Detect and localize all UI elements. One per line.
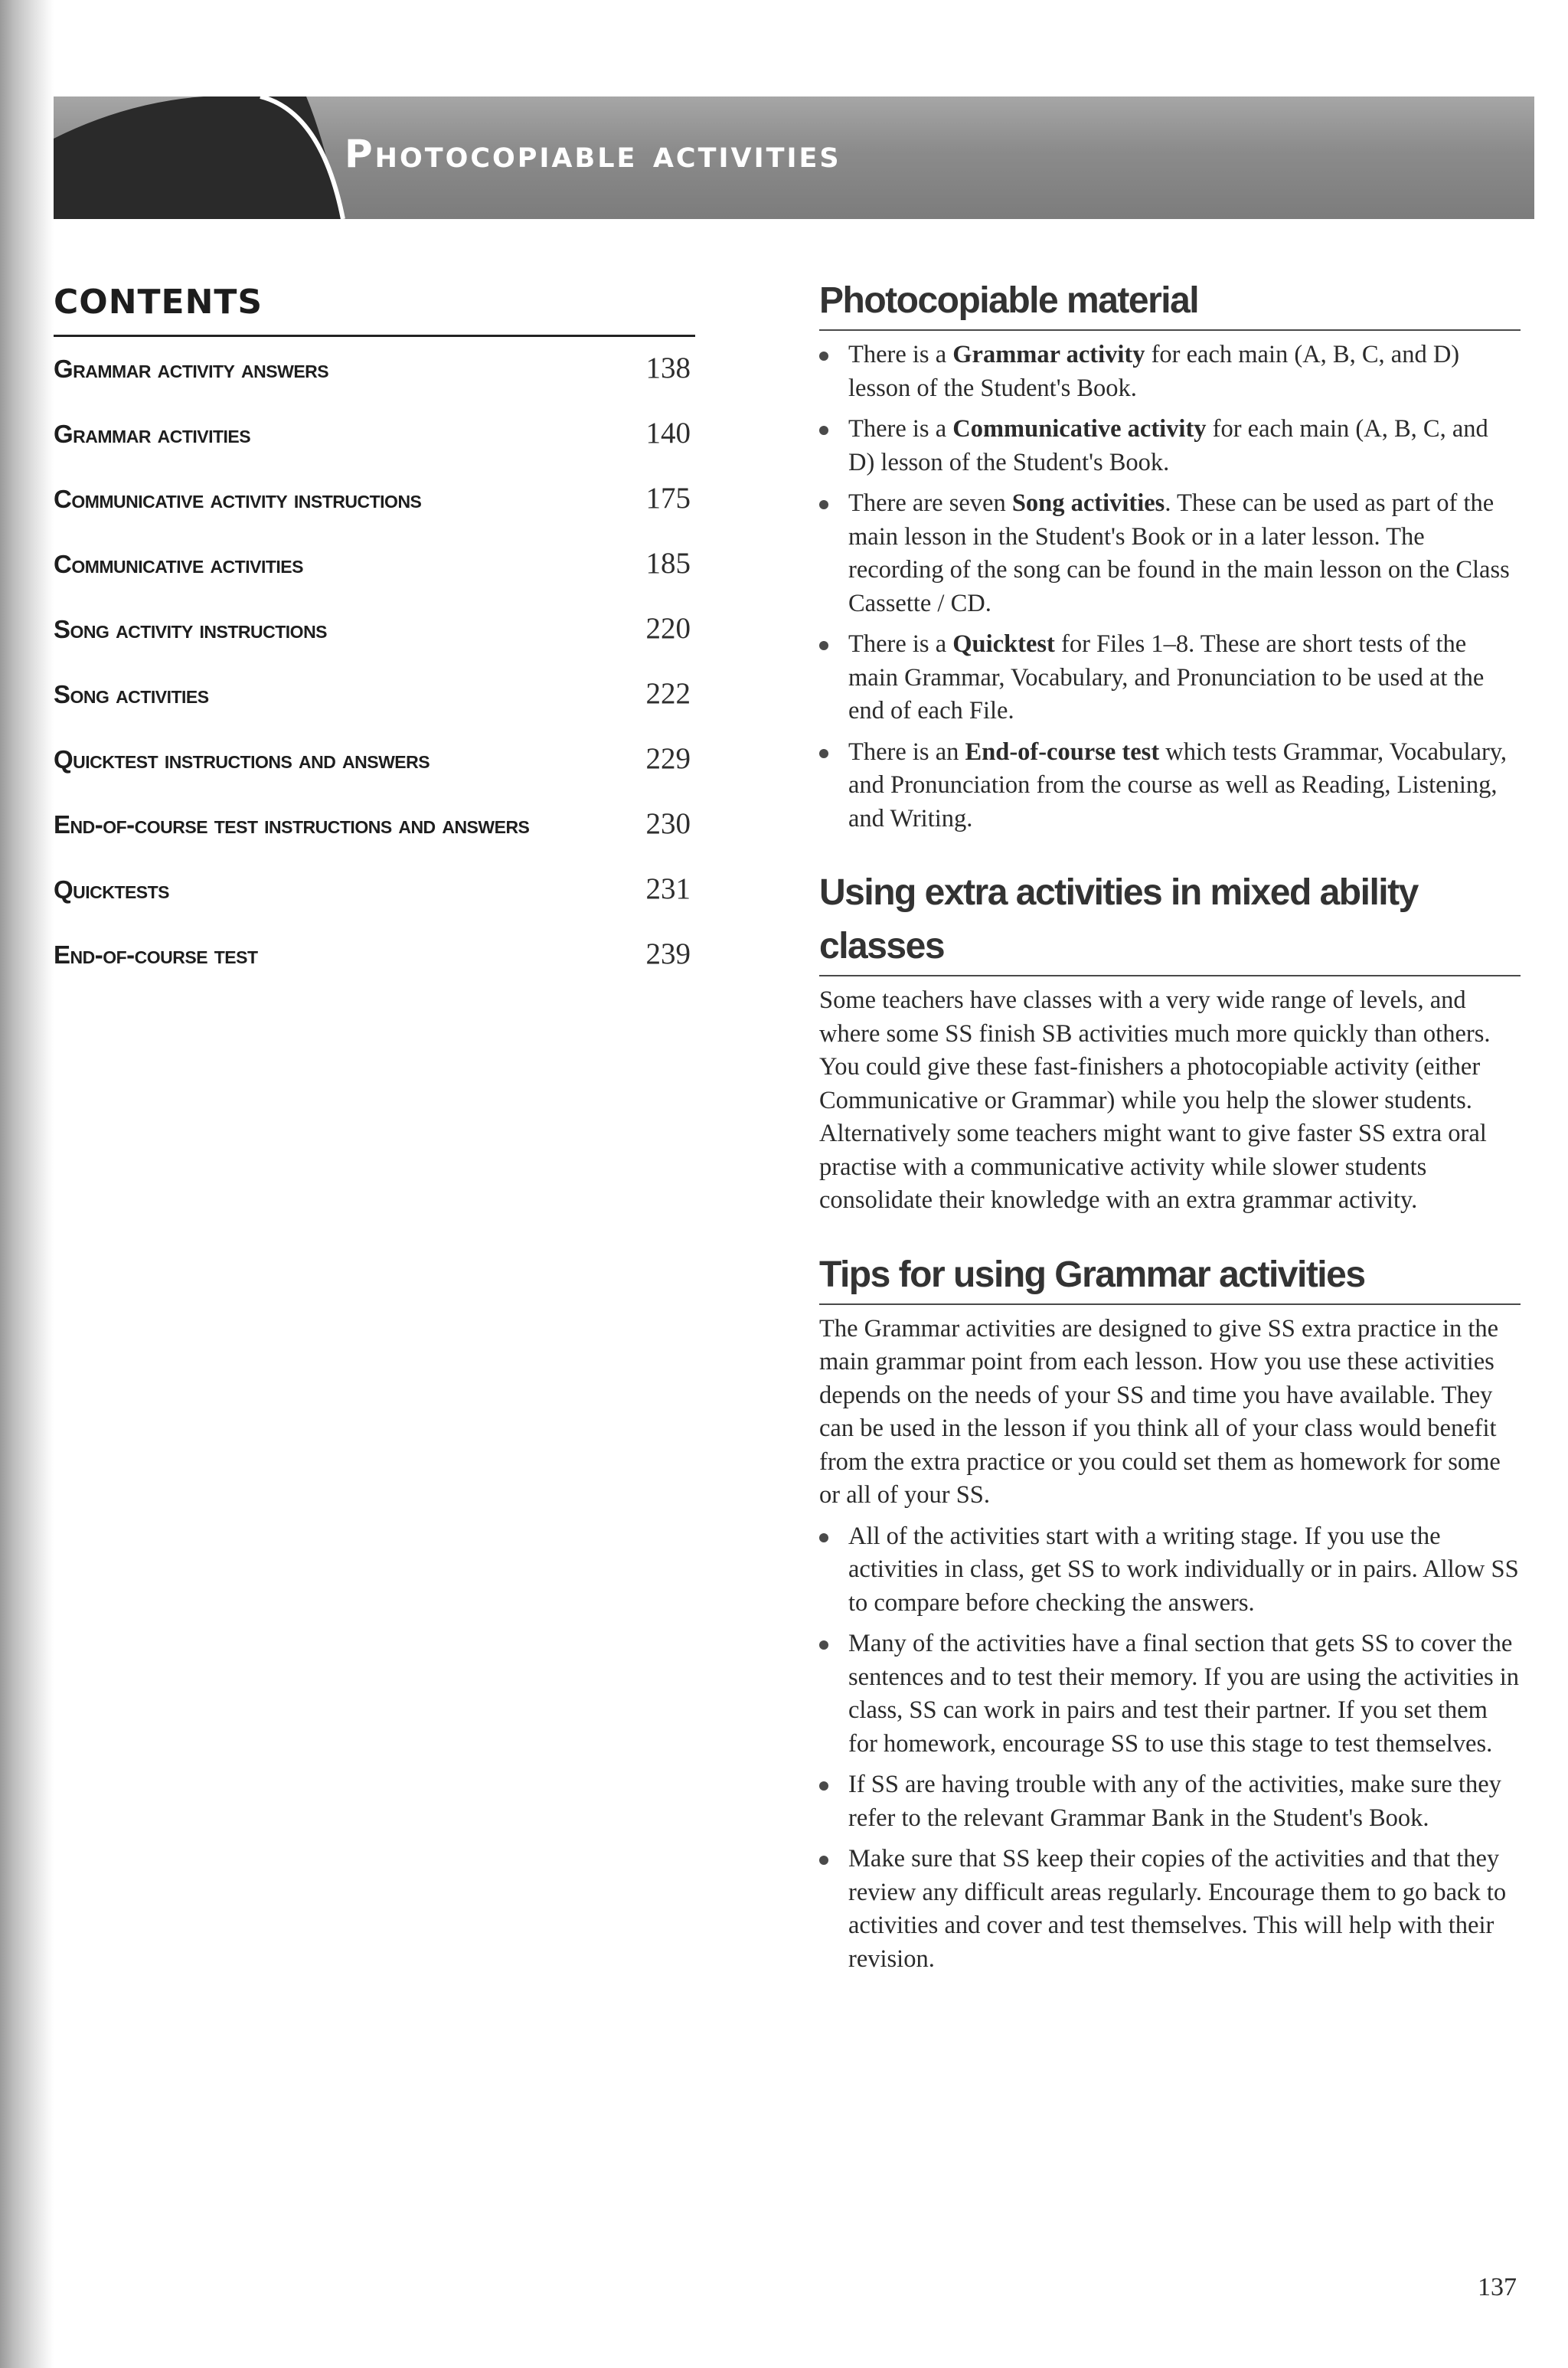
toc-item[interactable] [54, 805, 695, 870]
bullet-text: There are seven [848, 489, 1012, 517]
list-item: Many of the activities have a final section that gets SS to cover the sentences and to test their memory. If you are using the activities in class, SS can work in pairs and test their partner. If you set them for homework, encourage SS to use this stage to test themselves. [819, 1627, 1521, 1761]
toc-item[interactable] [54, 479, 695, 545]
toc-item-label: Communicative activity instructions [54, 485, 422, 513]
bullet-text: There is a [848, 341, 953, 368]
section-title: Using extra activities in mixed ability classes [819, 872, 1418, 966]
list-item [819, 487, 1521, 620]
material-bullet-list [819, 339, 1521, 836]
section-title: Photocopiable material [819, 280, 1199, 321]
toc-item-label: Quicktests [54, 875, 170, 904]
main-column [819, 274, 1521, 2007]
page-number: 137 [1478, 2273, 1517, 2301]
toc-item-label: Grammar activities [54, 420, 251, 448]
bullet-text: for each main (A, B, C, and D) lesson of the Student's Book. [848, 341, 1460, 402]
toc-item[interactable] [54, 870, 695, 935]
contents-title: CONTENTS [54, 283, 263, 322]
section-mixed-ability [819, 866, 1521, 1218]
bullet-text: . These can be used as part of the main lesson in the Student's Book or in a later lesson. The recording of the song can be found in the main lesson on the Class Cassette / CD. [848, 489, 1510, 617]
list-item: If SS are having trouble with any of the activities, make sure they refer to the relevant Grammar Bank in the Student's Book. [819, 1768, 1521, 1835]
toc-item-page: 222 [645, 677, 691, 710]
bullet-text: for Files 1–8. These are short tests of the main Grammar, Vocabulary, and Pronunciation to be used at the end of each File. [848, 630, 1485, 724]
banner-title: Photocopiable activities [345, 132, 841, 176]
toc-item-label: End-of-course test instructions and answers [54, 810, 530, 839]
bullet-text: There is an [848, 738, 965, 766]
list-item [819, 413, 1521, 479]
toc-item-page: 185 [645, 547, 691, 580]
contents-list [54, 349, 695, 1000]
toc-item-page: 230 [645, 807, 691, 840]
banner-arc-decoration [54, 96, 360, 219]
toc-item[interactable] [54, 935, 695, 1000]
tips-paragraph: The Grammar activities are designed to give SS extra practice in the main grammar point from each lesson. How you use these activities depends on the needs of your SS and time you have available. They can be used in the lesson if you think all of your class would benefit from the extra practice or you could set them as homework for some or all of your SS. [819, 1314, 1501, 1509]
toc-item-label: Quicktest instructions and answers [54, 745, 430, 774]
toc-item[interactable] [54, 610, 695, 675]
toc-item-label: Communicative activities [54, 550, 303, 578]
list-item [819, 339, 1521, 405]
list-item [819, 628, 1521, 728]
toc-item-label: Song activities [54, 680, 209, 708]
contents-column [54, 280, 695, 1000]
bullet-text: for each main (A, B, C, and D) lesson of the Student's Book. [848, 415, 1488, 476]
bullet-text: There is a [848, 630, 953, 658]
toc-item-label: Song activity instructions [54, 615, 328, 643]
list-item: Make sure that SS keep their copies of the activities and that they review any difficult areas regularly. Encourage them to go back to activities and cover and test themselves. This will help with their revision. [819, 1843, 1521, 1976]
bullet-bold-term: Song activities [1011, 489, 1165, 517]
toc-item-page: 140 [645, 417, 691, 450]
section-grammar-tips [819, 1248, 1521, 1977]
toc-item-label: End-of-course test [54, 940, 258, 969]
contents-rule [54, 335, 695, 337]
section-rule [819, 975, 1521, 976]
toc-item[interactable] [54, 740, 695, 805]
toc-item-page: 231 [645, 872, 691, 905]
toc-item-page: 229 [645, 742, 691, 775]
bullet-text: There is a [848, 415, 953, 443]
bullet-bold-term: Quicktest [952, 630, 1055, 658]
toc-item-page: 175 [645, 482, 691, 515]
page-binding-shadow [0, 0, 54, 2368]
toc-item-page: 239 [645, 937, 691, 970]
bullet-text: which tests Grammar, Vocabulary, and Pronunciation from the course as well as Reading, Listening, and Writing. [848, 738, 1508, 832]
bullet-bold-term: Communicative activity [952, 415, 1207, 443]
section-photocopiable-material [819, 274, 1521, 836]
toc-item-page: 220 [645, 612, 691, 645]
list-item [819, 736, 1521, 836]
section-rule [819, 1303, 1521, 1305]
bullet-bold-term: Grammar activity [952, 341, 1145, 368]
section-title: Tips for using Grammar activities [819, 1254, 1365, 1295]
list-item: All of the activities start with a writing stage. If you use the activities in class, get SS to work individually or in pairs. Allow SS to compare before checking the answers. [819, 1520, 1521, 1621]
toc-item[interactable] [54, 675, 695, 740]
section-rule [819, 329, 1521, 331]
bullet-bold-term: End-of-course test [965, 738, 1160, 766]
toc-item-page: 138 [645, 352, 691, 384]
toc-item[interactable] [54, 349, 695, 414]
tips-bullet-list [819, 1520, 1521, 1977]
toc-item-label: Grammar activity answers [54, 355, 329, 383]
toc-item[interactable] [54, 545, 695, 610]
toc-item[interactable] [54, 414, 695, 479]
mixed-ability-paragraph: Some teachers have classes with a very wide range of levels, and where some SS finish SB activities much more quickly than others. You could give these fast-finishers a photocopiable activity (either Communicative or Grammar) while you help the slower students. Alternatively some teachers might want to give faster SS extra oral practise with a communicative activity while slower students consolidate their knowledge with an extra grammar activity. [819, 986, 1491, 1214]
